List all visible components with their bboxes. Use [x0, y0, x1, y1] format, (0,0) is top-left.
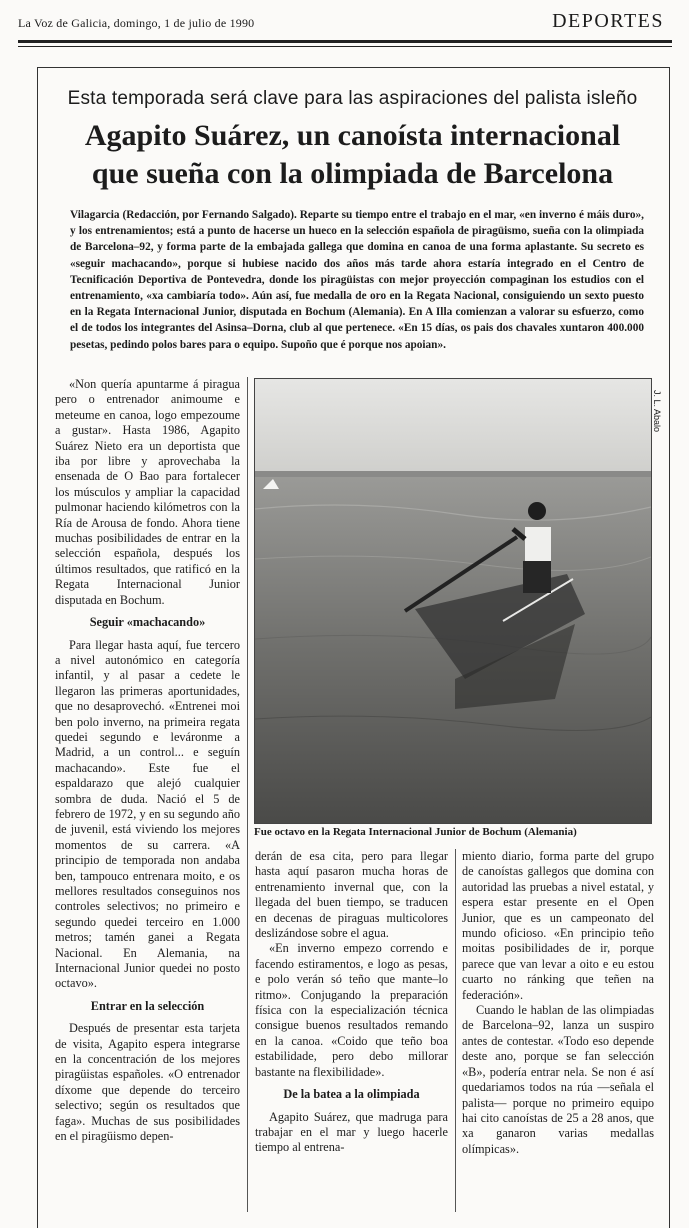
- article-headline: [37, 117, 668, 193]
- column-3: [462, 849, 654, 1157]
- subhead-batea-olimpiada: De la batea a la olimpiada: [283, 1087, 420, 1102]
- col3-paragraph-2: Cuando le hablan de las olimpiadas de Barcelona–92, lanza un suspiro antes de contestar. «Todo eso depende deste ano, porque se fan selección «B», podería entrar nela. Se non é así quedariamos todos na rúa —señala el palista— porque no primeiro equipo hai cito canoístas de 25 a 28 anos, que xa ganaron varias medallas olímpicas».: [462, 1003, 654, 1156]
- column-divider-1: [247, 377, 248, 1212]
- column-2: [255, 849, 448, 1156]
- article-kicker: Esta temporada será clave para las aspiraciones del palista isleño: [67, 88, 638, 109]
- article-photo: [254, 378, 652, 824]
- headline-line-2: que sueña con la olimpiada de Barcelona: [91, 157, 614, 190]
- column-1: [55, 377, 240, 1145]
- headline-line-1: Agapito Suárez, un canoísta internacional: [84, 119, 621, 152]
- col3-paragraph-1: miento diario, forma parte del grupo de canoístas gallegos que domina con autoridad las pruebas a nivel estatal, y espera estar presente en el Open Junior, que es un campeonato del mundo oficioso. «En principio teño moitas posibilidades de ir, porque parece que van levar a oito e eu estou cuarto no ránking que teñen na federación».: [462, 849, 654, 1002]
- col2-paragraph-3: Agapito Suárez, que madruga para trabajar en el mar y luego hacerle tiempo al entrena-: [255, 1109, 448, 1155]
- canoeist-photo-image: [255, 379, 651, 823]
- article-lead: Vilagarcia (Redacción, por Fernando Salgado). Reparte su tiempo entre el trabajo en el mar, «en inverno é máis duro», y los entrenamientos; está a punto de hacerse un hueco en la selección española de piragüismo, sueña con la olimpiada de Barcelona–92, y forma parte de la embajada gallega que domina en canoa de una forma aplastante. Su secreto es «seguir machacando», porque si hubiese nacido dos años más tarde ahora estaría integrado en el Centro de Tecnificación Deportiva de Pontevedra, donde los piragüistas con mejor proyección compaginan los estudios con el entrenamiento, «xa cambiaría todo». Aún así, fue medalla de oro en la Regata Nacional, consiguiendo un sexto puesto en la Regata Internacional Junior, disputada en Bochum (Alemania). En A Illa comienzan a valorar su esfuerzo, como el de todos los integrantes del Asinsa–Dorna, club al que pertenece. «En 15 días, os pais dos chavales xuntaron 400.000 pesetas, pedindo polos bares para o equipo. Supoño que é porque nos apoian».: [70, 209, 644, 351]
- subhead-entrar-seleccion: Entrar en la selección: [90, 998, 205, 1013]
- col2-paragraph-1: derán de esa cita, pero para llegar hasta aquí pasaron mucha horas de entrenamiento invernal que, con la llegada del buen tiempo, se traducen en decenas de piraguas multicolores deslizándose sobre el agua.: [255, 849, 448, 941]
- photo-caption: Fue octavo en la Regata Internacional Junior de Bochum (Alemania): [254, 826, 577, 838]
- col1-paragraph-2: Para llegar hasta aquí, fue tercero a nivel autonómico en categoría infantil, y al pasar a cedete le llegaron las primeras aportunidades, que no desaprovechó. «Entrenei moi ben polo inverno, na primeira regata quedei segundo e leváronme a Madrid, a un control... e seguín machacando». Este fue el espaldarazo que alejó cualquier sombra de duda. Nació el 5 de febrero de 1972, y en su segundo año de juvenil, está viviendo los mejores momentos de su carrera. «A principio de temporada non andaba ben, tampouco entrenara moito, e os mellores resultados conseguinos nos controles selectivos; no primeiro e segundo quedei terceiro en 1.000 metros; tamén ganei a Regata Nacional. En Alemania, na Internacional Junior quedei no posto octavo».: [55, 637, 240, 991]
- subhead-seguir-machacando: Seguir «machacando»: [89, 615, 206, 630]
- photo-credit: J. L. Abalo: [652, 390, 662, 433]
- masthead-rule-thick: [18, 40, 672, 43]
- col1-paragraph-3: Después de presentar esta tarjeta de visita, Agapito espera integrarse en la concentración de los mejores piragüistas españoles. «O entrenador díxome que depende do terceiro selectivo; según os resultados que faga». Muchas de sus posibilidades en el piragüismo depen-: [55, 1021, 240, 1144]
- publication-line: La Voz de Galicia, domingo, 1 de julio de 1990: [18, 16, 255, 30]
- col2-paragraph-2: «En inverno empezo correndo e facendo estiramentos, e logo as pesas, e polo verán só teño que mante–lo ritmo». Conjugando la preparación física con la especialización técnica consigue buenos resultados remando en la canoa. «Coido que teño boa estabilidade, pero debo millorar bastante na flexibilidade».: [255, 941, 448, 1079]
- masthead-rule-thin: [18, 46, 672, 47]
- masthead: [18, 10, 672, 44]
- column-divider-2: [455, 849, 456, 1212]
- col1-paragraph-1: «Non quería apuntarme á piragua pero o entrenador animoume e meteume en canoa, logo empezoume a gustar». Hasta 1986, Agapito Suárez Nieto era un deportista que iba por libre y aprovechaba la ensenada de O Bao para fortalecer los músculos y ampliar la capacidad pulmonar haciendo kilómetros con la Ría de Arousa de fondo. Ahora tiene muchas posibilidades de entrar en la selección española, después los últimos resultados, que ratificó en la Regata Internacional Junior disputada en Bochum.: [55, 377, 240, 607]
- section-title: DEPORTES: [552, 10, 664, 32]
